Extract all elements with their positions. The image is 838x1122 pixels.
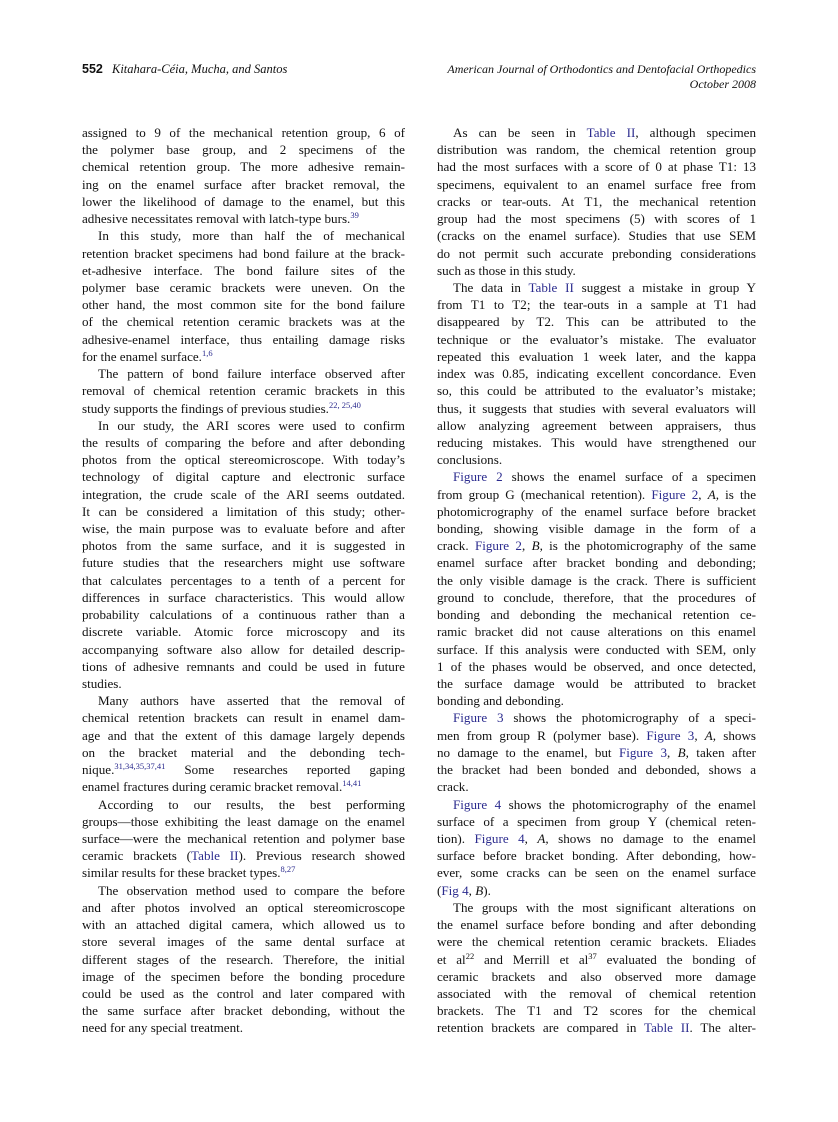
text-line: the same surface after bracket debonding, without the (82, 1003, 405, 1019)
text-line: enamel fractures during ceramic bracket removal.$^{14,41}$ (82, 778, 362, 795)
text-line: from group G (mechanical retention). Figure 2, A, is the (437, 486, 756, 502)
paragraph (82, 796, 405, 882)
text-line: similar results for these bracket types.$^{8,27}$ (82, 864, 296, 881)
running-header-left (82, 62, 287, 77)
text-line: other hand, the most common site for the bond failure (82, 297, 405, 313)
text-line: photos from the optical stereomicroscope. With today’s (82, 452, 405, 468)
cross-reference-link[interactable]: Table II (644, 1020, 690, 1036)
paragraph (437, 709, 756, 795)
text-line: allow analyzing agreement between appraisers, thus (437, 417, 756, 433)
text-line: wise, the main purpose was to evaluate before and after (82, 521, 405, 537)
text-line: probability calculations of a continuous rather than a (82, 607, 405, 623)
text-line: the polymer base group, and 2 specimens of the (82, 142, 405, 158)
text-line: the surface damage would be attributed to bracket (437, 676, 756, 691)
text-line: 1 of the phases would be observed, and once detected, (437, 658, 756, 674)
figure-panel-label: A, (707, 486, 719, 502)
text-line: future studies that the researchers might use software (82, 555, 405, 571)
text-line: technology of digital capture and electronic surface (82, 469, 405, 485)
text-line: disappeared by T2. This can be attributed to the (437, 314, 756, 330)
citation-superscript: 37 (588, 950, 597, 961)
text-line: integration, the crude scale of the ARI seems outdated. (82, 486, 405, 502)
figure-panel-label: A, (537, 830, 549, 846)
text-line: ever, some cracks can be seen on the enamel surface (437, 865, 756, 881)
text-line: chemical retention group. The more adhesive remain- (82, 159, 405, 175)
text-line: group had the most specimens (5) with scores of 1 (437, 211, 756, 227)
right-column (437, 124, 756, 1037)
text-line: ceramic brackets (Table II). Previous research showed (82, 848, 405, 864)
text-line: index was 0.85, indicating excellent concordance. Even (437, 366, 756, 382)
text-line: It can be considered a limitation of this study; other- (82, 503, 405, 519)
text-line: enamel surface after bracket bonding and debonding; (437, 555, 756, 571)
cross-reference-link[interactable]: Fig 4 (441, 882, 469, 898)
text-line: could be used as the control and later compared with (82, 985, 405, 1001)
text-line: removal of chemical retention ceramic brackets in this (82, 383, 405, 399)
text-line: According to our results, the best performing (98, 796, 405, 812)
text-line: crack. Figure 2, B, is the photomicrography of the same (437, 538, 756, 554)
text-line: study supports the findings of previous studies.$^{22, 25,40}$ (82, 399, 361, 416)
text-line: Figure 2 shows the enamel surface of a specimen (453, 469, 756, 485)
paragraph (82, 227, 405, 365)
text-line: and after photos involved an optical stereomicroscope (82, 899, 405, 915)
text-line: retention bracket specimens had bond failure at the brack- (82, 245, 405, 261)
page-number: 552 (82, 62, 103, 76)
text-line: As can be seen in Table II, although specimen (453, 125, 756, 140)
text-line: of the chemical retention ceramic brackets was at the (82, 314, 405, 330)
text-line: assigned to 9 of the mechanical retention group, 6 of (82, 125, 405, 140)
text-line: the enamel surface before bonding and after debonding (437, 917, 756, 933)
paragraph (82, 692, 405, 795)
text-line: for the enamel surface.$^{1,6}$ (82, 347, 213, 364)
cross-reference-link[interactable]: Table II (528, 279, 574, 295)
text-line: from T1 to T2; the tear-outs in a sample at T1 had (437, 297, 756, 313)
figure-panel-label: B, (531, 538, 543, 554)
text-line: thus, it suggests that studies with several evaluators will (437, 400, 756, 416)
paragraph (437, 279, 756, 468)
text-line: groups—those exhibiting the least damage on the enamel (82, 813, 405, 829)
text-line: In our study, the ARI scores were used to confirm (98, 417, 405, 433)
text-line: cracks or tear-outs. At T1, the mechanical retention (437, 193, 756, 209)
paragraph (82, 124, 405, 227)
text-line: bonding and debonding. (437, 693, 564, 709)
text-line: adhesive-enamel interface, thus entailing damage risks (82, 331, 405, 347)
cross-reference-link[interactable]: Figure 2 (651, 486, 699, 502)
text-line: were the chemical retention ceramic brackets. Eliades (437, 934, 756, 950)
text-line: tion). Figure 4, A, shows no damage to the enamel (437, 830, 756, 846)
text-line: chemical retention brackets can result in enamel dam- (82, 710, 405, 726)
issue-date: October 2008 (689, 77, 756, 91)
text-line: the only visible damage is the crack. There is sufficient (437, 572, 756, 588)
text-line: no damage to the enamel, but Figure 3, B, taken after (437, 744, 756, 760)
text-line: associated with the removal of chemical retention (437, 985, 756, 1001)
left-column (82, 124, 405, 1037)
text-line: In this study, more than half the of mechanical (98, 228, 405, 244)
text-line: that calculates percentages to a tenth of a percent for (82, 572, 405, 588)
paragraph (82, 365, 405, 417)
text-line: tions of adhesive remnants and could be used in future (82, 658, 405, 674)
text-line: adhesive necessitates removal with latch-type burs.$^{39}$ (82, 210, 359, 227)
cross-reference-link[interactable]: Figure 3 (646, 727, 695, 743)
text-line: (Fig 4, B). (437, 882, 491, 898)
text-line: differences in surface characteristics. This would allow (82, 589, 405, 605)
text-line: on the bracket material and the debonding tech- (82, 744, 405, 760)
running-header-right (447, 62, 756, 92)
text-line: distribution was random, the chemical retention group (437, 142, 756, 158)
text-line: studies. (82, 676, 122, 691)
text-line: had the most surfaces with a score of 0 at phase T1: 13 (437, 159, 756, 175)
text-line: surface. If this analysis were conducted with SEM, only (437, 641, 756, 657)
text-line: need for any special treatment. (82, 1020, 244, 1036)
text-line: et $al^{22}$ and Merrill et $al^{37}$ evaluated the bonding of (437, 950, 756, 967)
text-line: bonding and debonding the mechanical retention ce- (437, 607, 756, 623)
citation-superscript[interactable]: 14,41 (342, 778, 362, 789)
paragraph (437, 468, 756, 709)
text-line: bonding, showing visible damage in the form of a (437, 521, 756, 537)
text-line: Figure 4 shows the photomicrography of the enamel (453, 796, 756, 812)
text-line: polymer base ceramic brackets were uneven. On the (82, 279, 405, 295)
text-line: the results of comparing the before and after debonding (82, 434, 405, 450)
text-line: men from group R (polymer base). Figure 3, A, shows (437, 727, 756, 743)
paragraph (82, 417, 405, 693)
text-line: photos from the same surface, and it is suggested in (82, 538, 405, 554)
text-line: so, this could be attributed to the evaluator’s mistake; (437, 383, 756, 399)
cross-reference-link[interactable]: Figure 2 (474, 538, 522, 554)
text-line: et-adhesive interface. The bond failure sites of the (82, 262, 405, 278)
cross-reference-link[interactable]: Figure 2 (453, 469, 503, 485)
text-line: brackets. The T1 and T2 scores for the chemical (437, 1003, 756, 1019)
text-line: nique.$^{31,34,35,37,41}$ Some researches reported gaping (82, 761, 405, 778)
cross-reference-link[interactable]: Figure 4 (453, 796, 502, 812)
text-line: lower the likelihood of damage to the enamel, but this (82, 193, 405, 209)
text-line: such as those in this study. (437, 262, 576, 278)
text-line: (cracks on the enamel surface). Studies that use SEM (437, 228, 756, 244)
text-line: surface—were the mechanical retention and polymer base (82, 830, 405, 846)
citation-superscript[interactable]: 8,27 (280, 864, 296, 875)
text-line: different stages of the research. Therefore, the initial (82, 951, 405, 967)
text-line: retention brackets are compared in Table II. The alter- (437, 1020, 756, 1036)
text-line: ground to conclude, therefore, that the procedures of (437, 589, 756, 605)
text-line: The pattern of bond failure interface observed after (98, 366, 405, 382)
text-line: specimens, equivalent to an enamel surface free from (437, 176, 756, 192)
text-line: ing on the enamel surface after bracket removal, the (82, 176, 405, 192)
running-authors: Kitahara-Céia, Mucha, and Santos (111, 62, 288, 76)
citation-superscript[interactable]: 31,34,35,37,41 (114, 761, 166, 772)
citation-superscript[interactable]: 1,6 (201, 347, 213, 358)
text-line: store several images of the same dental surface at (82, 934, 405, 950)
citation-superscript: 22 (465, 950, 475, 961)
cross-reference-link[interactable]: Figure 4 (474, 830, 525, 846)
text-line: crack. (437, 779, 469, 795)
text-line: reducing mistakes. This would have strengthened our (437, 434, 756, 450)
text-line: conclusions. (437, 452, 503, 468)
text-line: the bracket had been bonded and debonded, shows a (437, 762, 756, 778)
citation-superscript[interactable]: 22, 25,40 (328, 399, 361, 410)
journal-title: American Journal of Orthodontics and Dentofacial Orthopedics (447, 62, 756, 76)
text-line: photomicrography of the enamel surface before bracket (437, 503, 756, 519)
text-line: discrete variable. Atomic force microscopy and its (82, 624, 405, 640)
text-line: The groups with the most significant alterations on (453, 899, 756, 915)
figure-panel-label: A, (704, 727, 717, 743)
text-line: surface of a specimen from group Y (chemical reten- (437, 813, 756, 829)
citation-superscript[interactable]: 39 (350, 210, 359, 221)
paragraph (437, 124, 756, 279)
cross-reference-link[interactable]: Table II (191, 848, 239, 864)
cross-reference-link[interactable]: Table II (586, 125, 636, 140)
figure-panel-label: B, (677, 744, 689, 760)
cross-reference-link[interactable]: Figure 3 (453, 710, 504, 726)
text-line: The data in Table II suggest a mistake in group Y (453, 279, 756, 295)
figure-panel-label: B (475, 882, 484, 898)
cross-reference-link[interactable]: Figure 3 (618, 744, 668, 760)
text-line: ceramic brackets and also observed more damage (437, 968, 756, 984)
text-line: repeated this evaluation 1 week later, and the kappa (437, 348, 756, 364)
text-line: Many authors have asserted that the removal of (98, 693, 405, 709)
text-line: with an attached digital camera, which allowed us to (82, 917, 405, 933)
paragraph (437, 796, 756, 899)
text-line: surface before bracket bonding. After debonding, how- (437, 848, 756, 864)
text-line: accompanying software also allow for detailed descrip- (82, 641, 405, 657)
text-line: technique or the evaluator’s mistake. The evaluator (437, 331, 756, 347)
text-line: The observation method used to compare the before (98, 882, 405, 898)
text-line: do not permit such accurate prebonding considerations (437, 245, 756, 261)
text-line: age and that the extent of this damage largely depends (82, 727, 405, 743)
text-line: ramic bracket did not cause alterations on this enamel (437, 624, 756, 640)
text-line: Figure 3 shows the photomicrography of a speci- (453, 710, 756, 726)
paragraph (82, 882, 405, 1037)
text-line: image of the specimen before the bonding procedure (82, 968, 405, 984)
paragraph (437, 899, 756, 1037)
